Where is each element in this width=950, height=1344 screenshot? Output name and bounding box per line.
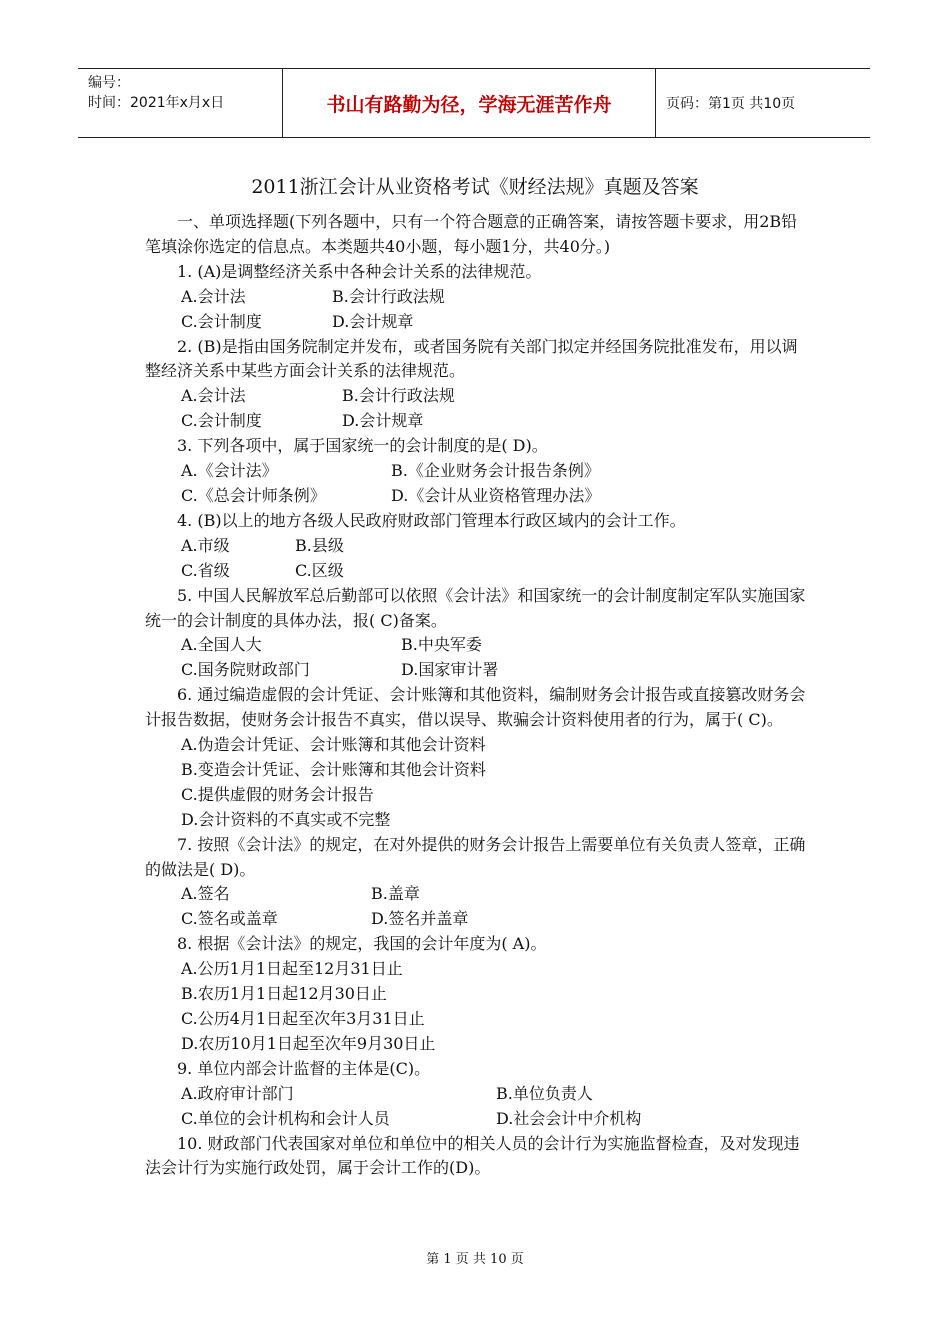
page-header: [78, 68, 870, 138]
question-6-option-c: C.提供虚假的财务会计报告: [181, 784, 374, 804]
question-4-options-row-1: [145, 534, 810, 559]
option-a: A.市级: [181, 535, 230, 555]
option-b: B.《企业财务会计报告条例》: [391, 461, 600, 481]
question-4-stem: 4. (B)以上的地方各级人民政府财政部门管理本行政区域内的会计工作。: [177, 510, 686, 530]
option-b: B.会计行政法规: [332, 286, 445, 306]
option-a: A.会计法: [181, 286, 246, 306]
question-8-stem: 8. 根据《会计法》的规定，我国的会计年度为( A)。: [177, 934, 547, 954]
header-motto: 书山有路勤为径，学海无涯苦作舟: [283, 69, 656, 137]
option-c: C.省级: [181, 560, 230, 580]
question-10-stem: 10. 财政部门代表国家对单位和单位中的相关人员的会计行为实施监督检查，及对发现违法会计行为实施行政处罚，属于会计工作的(D)。: [145, 1133, 800, 1178]
page-footer: 第 1 页 共 10 页: [426, 1252, 524, 1267]
question-4-options-row-2: [145, 559, 810, 584]
question-5-stem: 5. 中国人民解放军总后勤部可以依照《会计法》和国家统一的会计制度制定军队实施国家统一的会计制度的具体办法，报( C)备案。: [145, 585, 806, 630]
question-5-options-row-1: [145, 633, 810, 658]
option-a: A.全国人大: [181, 635, 262, 655]
document-date: 时间：2021年x月x日: [88, 95, 225, 111]
question-8-option-d: D.农历10月1日起至次年9月30日止: [181, 1033, 436, 1053]
header-page-info: 页码：第1页 共10页: [666, 96, 796, 112]
question-2-options-row-2: [145, 409, 810, 434]
option-b: B.县级: [295, 535, 344, 555]
question-3-options-row-2: [145, 484, 810, 509]
option-d: D.国家审计署: [401, 660, 499, 680]
option-b: B.盖章: [371, 884, 420, 904]
document-number-label: 编号：: [88, 75, 130, 91]
question-7-options-row-1: [145, 882, 810, 907]
document-body: [145, 210, 810, 1181]
option-c: C.《总会计师条例》: [181, 485, 326, 505]
question-7-options-row-2: [145, 907, 810, 932]
section-intro: 一、单项选择题(下列各题中，只有一个符合题意的正确答案，请按答题卡要求，用2B铅笔填涂你选定的信息点。本类题共40小题，每小题1分，共40分。): [145, 212, 798, 256]
option-b: B.会计行政法规: [342, 386, 455, 406]
option-c: C.会计制度: [181, 311, 262, 331]
header-meta: [78, 69, 283, 137]
question-9-options-row-2: [145, 1107, 810, 1132]
option-a: A.《会计法》: [181, 461, 278, 481]
question-3-stem: 3. 下列各项中，属于国家统一的会计制度的是( D)。: [177, 436, 548, 456]
option-d: D.会计规章: [332, 311, 414, 331]
question-9-stem: 9. 单位内部会计监督的主体是(C)。: [177, 1058, 431, 1078]
question-9-options-row-1: [145, 1082, 810, 1107]
option-a: A.政府审计部门: [181, 1083, 294, 1103]
question-8-option-c: C.公历4月1日起至次年3月31日止: [181, 1009, 425, 1028]
question-2-stem: 2. (B)是指由国务院制定并发布，或者国务院有关部门拟定并经国务院批准发布，用以调整经济关系中某些方面会计关系的法律规范。: [145, 336, 798, 381]
option-a: A.签名: [181, 884, 230, 904]
question-2-options-row-1: [145, 384, 810, 409]
question-6-stem: 6. 通过编造虚假的会计凭证、会计账簿和其他资料，编制财务会计报告或直接篡改财务会计报告数据，使财务会计报告不真实，借以误导、欺骗会计资料使用者的行为，属于( C)。: [145, 685, 806, 730]
option-c: C.会计制度: [181, 411, 262, 431]
question-3-options-row-1: [145, 459, 810, 484]
option-d: D.会计规章: [342, 411, 424, 431]
option-d: D.《会计从业资格管理办法》: [391, 485, 601, 505]
question-1-stem: 1. (A)是调整经济关系中各种会计关系的法律规范。: [177, 261, 542, 281]
option-a: A.会计法: [181, 386, 246, 406]
document-title: 2011浙江会计从业资格考试《财经法规》真题及答案: [251, 176, 699, 198]
question-8-option-b: B.农历1月1日起12月30日止: [181, 984, 387, 1004]
question-6-option-a: A.伪造会计凭证、会计账簿和其他会计资料: [181, 735, 486, 755]
question-5-options-row-2: [145, 658, 810, 683]
option-b: B.单位负责人: [496, 1083, 593, 1103]
option-c: C.单位的会计机构和会计人员: [181, 1108, 390, 1128]
option-b: B.中央军委: [401, 635, 482, 655]
question-8-option-a: A.公历1月1日起至12月31日止: [181, 959, 403, 979]
question-1-options-row-2: [145, 310, 810, 335]
question-1-options-row-1: [145, 285, 810, 310]
option-d: C.区级: [295, 560, 344, 580]
question-6-option-b: B.变造会计凭证、会计账簿和其他会计资料: [181, 759, 486, 779]
question-7-stem: 7. 按照《会计法》的规定，在对外提供的财务会计报告上需要单位有关负责人签章，正确的做法是( D)。: [145, 834, 806, 879]
option-c: C.国务院财政部门: [181, 660, 310, 680]
option-c: C.签名或盖章: [181, 909, 278, 929]
option-d: D.社会会计中介机构: [496, 1108, 642, 1128]
question-6-option-d: D.会计资料的不真实或不完整: [181, 809, 391, 829]
option-d: D.签名并盖章: [371, 909, 469, 929]
